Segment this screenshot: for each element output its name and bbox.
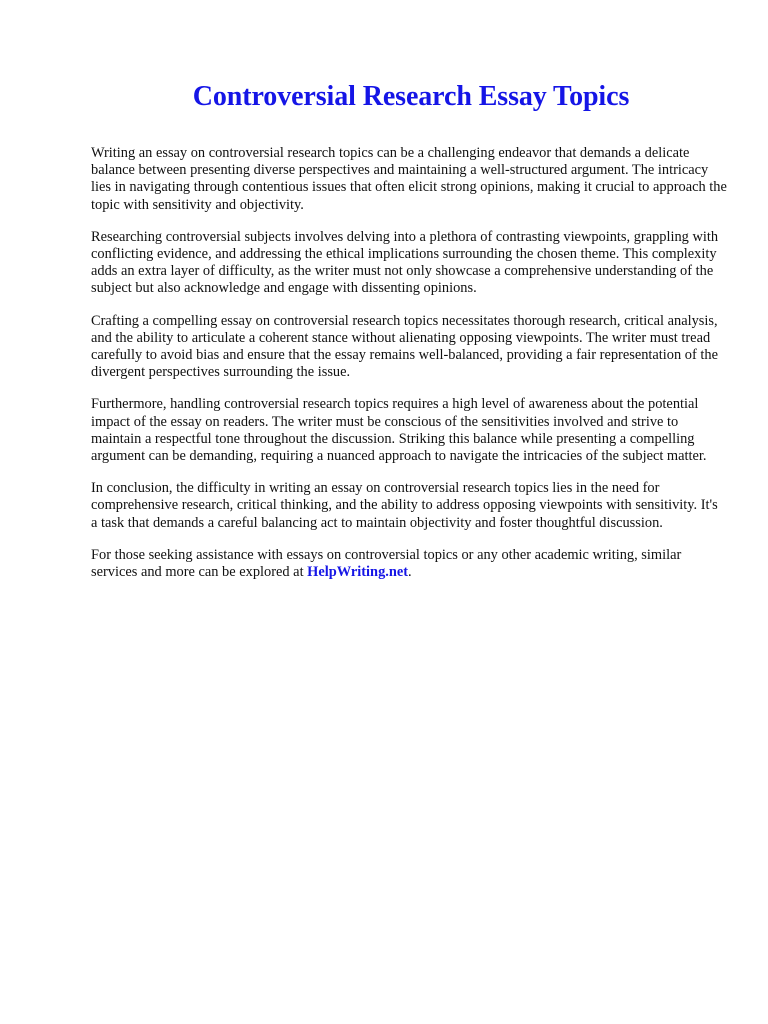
document-body [91,145,727,596]
paragraph-1: Writing an essay on controversial research topics can be a challenging endeavor that demands a delicate balance between presenting diverse perspectives and maintaining a well-structured argument. The intricacy lies in navigating through contentious issues that often elicit strong opinions, making it crucial to approach the topic with sensitivity and objectivity. [91,145,727,213]
closing-paragraph [91,547,727,581]
paragraph-4: Furthermore, handling controversial research topics requires a high level of awareness about the potential impact of the essay on readers. The writer must be conscious of the sensitivities involved and strive to maintain a respectful tone throughout the discussion. Striking this balance while presenting a compelling argument can be demanding, requiring a nuanced approach to navigate the intricacies of the subject matter. [91,396,707,465]
closing-text: For those seeking assistance with essays on controversial topics or any other academic writing, similar services and more can be explored at [91,546,682,581]
paragraph-3: Crafting a compelling essay on controversial research topics necessitates thorough research, critical analysis, and the ability to articulate a coherent stance without alienating opposing viewpoints. The writer must tread carefully to avoid bias and ensure that the essay remains well-balanced, providing a fair representation of the divergent perspectives surrounding the issue. [91,312,718,381]
helpwriting-link[interactable]: HelpWriting.net [307,564,409,581]
paragraph-2: Researching controversial subjects involves delving into a plethora of contrasting viewpoints, grappling with conflicting evidence, and addressing the ethical implications surrounding the chosen theme. This complexity adds an extra layer of difficulty, as the writer must not only showcase a comprehensive understanding of the subject but also acknowledge and engage with dissenting opinions. [91,228,719,297]
page-title: Controversial Research Essay Topics [192,81,630,112]
paragraph-5: In conclusion, the difficulty in writing an essay on controversial research topics lies in the need for comprehensive research, critical thinking, and the ability to address opposing viewpoints with sensitivity. It's a task that demands a careful balancing act to maintain objectivity and foster thoughtful discussion. [91,480,718,531]
closing-period: . [408,564,412,581]
